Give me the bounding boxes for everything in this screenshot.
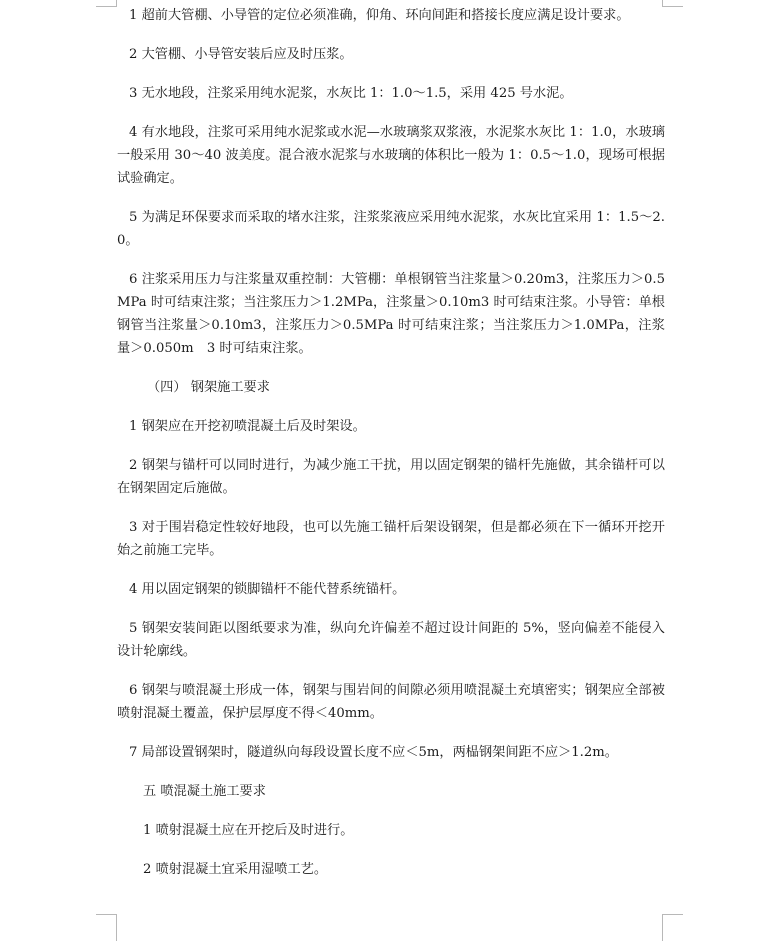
page-corner-mark-top-left bbox=[96, 0, 117, 7]
grouting-item-4: 4 有水地段，注浆可采用纯水泥浆或水泥—水玻璃浆双浆液，水泥浆水灰比 1：1.0，水玻璃一般采用 30～40 波美度。混合液水泥浆与水玻璃的体积比一般为 1：0.5～1.0，现场可根据试验确定。 bbox=[117, 125, 665, 186]
document-body bbox=[117, 4, 665, 897]
grouting-item-6: 6 注浆采用压力与注浆量双重控制：大管棚：单根钢管当注浆量＞0.20m3，注浆压力＞0.5MPa 时可结束注浆；当注浆压力＞1.2MPa，注浆量＞0.10m3 时可结束注浆。小导管：单根钢管当注浆量＞0.10m3，注浆压力＞0.5MPa 时可结束注浆；当注浆压力＞1.0MPa，注浆量＞0.050m 3 时可结束注浆。 bbox=[117, 272, 665, 356]
grouting-item-5: 5 为满足环保要求而采取的堵水注浆，注浆浆液应采用纯水泥浆，水灰比宜采用 1：1.5～2.0。 bbox=[117, 210, 665, 248]
steel-item-5: 5 钢架安装间距以图纸要求为准，纵向允许偏差不超过设计间距的 5%，竖向偏差不能侵入设计轮廓线。 bbox=[117, 621, 665, 659]
grouting-item-2: 2 大管棚、小导管安装后应及时压浆。 bbox=[129, 47, 353, 62]
shotcrete-item-1: 1 喷射混凝土应在开挖后及时进行。 bbox=[143, 823, 354, 838]
page-corner-mark-bottom-left bbox=[96, 914, 117, 941]
steel-item-7: 7 局部设置钢架时，隧道纵向每段设置长度不应＜5m，两榀钢架间距不应＞1.2m。 bbox=[129, 745, 618, 760]
steel-frame-heading: （四） 钢架施工要求 bbox=[147, 380, 270, 395]
steel-item-4: 4 用以固定钢架的锁脚锚杆不能代替系统锚杆。 bbox=[129, 582, 406, 597]
shotcrete-heading: 五 喷混凝土施工要求 bbox=[143, 784, 266, 799]
shotcrete-item-2: 2 喷射混凝土宜采用湿喷工艺。 bbox=[143, 862, 328, 877]
grouting-item-1: 1 超前大管棚、小导管的定位必须准确，仰角、环向间距和搭接长度应满足设计要求。 bbox=[129, 8, 630, 23]
grouting-item-3: 3 无水地段，注浆采用纯水泥浆，水灰比 1：1.0～1.5，采用 425 号水泥。 bbox=[129, 86, 573, 101]
steel-item-1: 1 钢架应在开挖初喷混凝土后及时架设。 bbox=[129, 419, 366, 434]
steel-item-2: 2 钢架与锚杆可以同时进行，为减少施工干扰，用以固定钢架的锚杆先施做，其余锚杆可以在钢架固定后施做。 bbox=[117, 458, 665, 496]
page-corner-mark-top-right bbox=[662, 0, 683, 7]
steel-item-3: 3 对于围岩稳定性较好地段，也可以先施工锚杆后架设钢架，但是都必须在下一循环开挖开始之前施工完毕。 bbox=[117, 520, 665, 558]
page-corner-mark-bottom-right bbox=[662, 914, 683, 941]
steel-item-6: 6 钢架与喷混凝土形成一体，钢架与围岩间的间隙必须用喷混凝土充填密实；钢架应全部被喷射混凝土覆盖，保护层厚度不得＜40mm。 bbox=[117, 683, 665, 721]
